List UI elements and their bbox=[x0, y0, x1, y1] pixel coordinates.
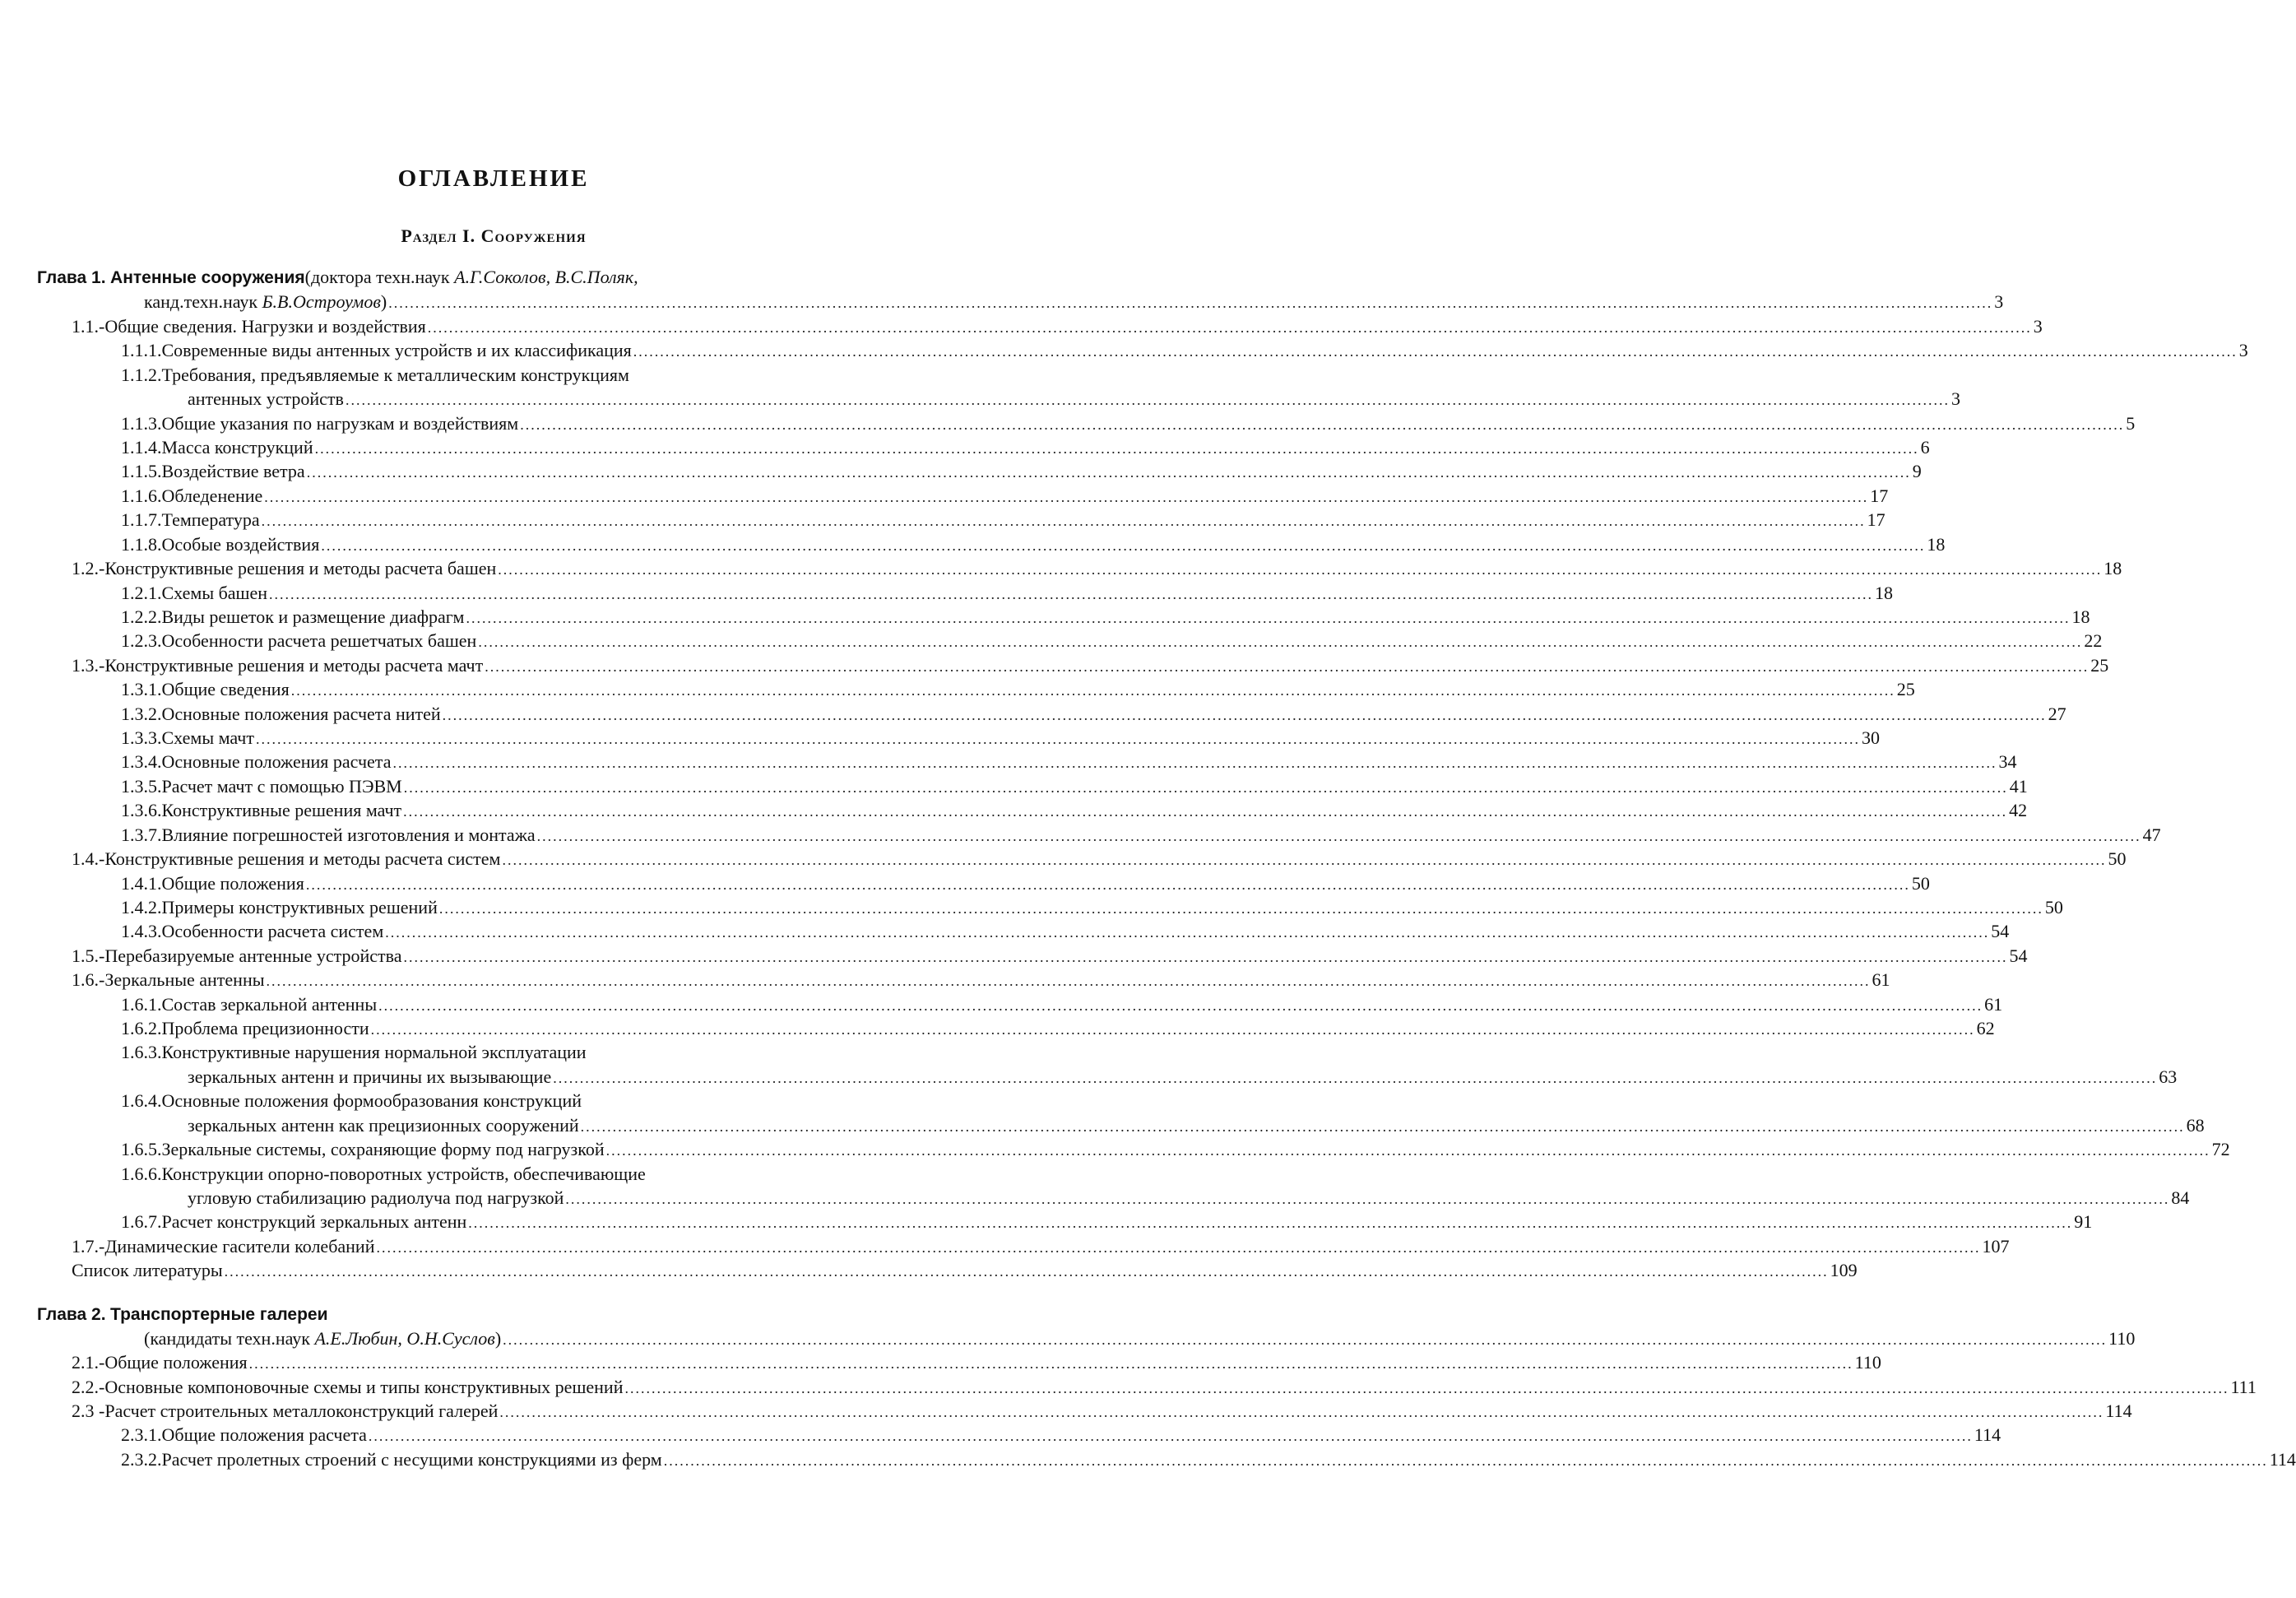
entry-number: 1.4.- bbox=[72, 848, 105, 869]
entry-number: 1.3.1. bbox=[121, 679, 162, 699]
page-number: 111 bbox=[2230, 1377, 2257, 1397]
page-number: 3 bbox=[1994, 291, 2004, 312]
dot-leader: ............................................................................................................................................................................................................................................................................................................ bbox=[321, 537, 1926, 554]
toc-entry[interactable] bbox=[72, 556, 2122, 581]
entry-number: 1.1.6. bbox=[121, 485, 162, 506]
authors-prefix: (кандидаты техн.наук bbox=[144, 1328, 315, 1349]
page-number: 61 bbox=[1984, 994, 2003, 1015]
page-number: 50 bbox=[1911, 873, 1930, 894]
entry-number: 1.2.1. bbox=[121, 583, 162, 603]
dot-leader: ............................................................................................................................................................................................................................................................................................................ bbox=[663, 1452, 2268, 1469]
toc-entry[interactable] bbox=[144, 290, 2004, 314]
entry-title: Перебазируемые антенные устройства bbox=[104, 945, 402, 966]
entry-title: Расчет пролетных строений с несущими конструкциями из ферм bbox=[161, 1449, 662, 1470]
page-number: 18 bbox=[1875, 583, 1894, 603]
page-number: 68 bbox=[2186, 1115, 2205, 1136]
dot-leader: ............................................................................................................................................................................................................................................................................................................ bbox=[255, 731, 1860, 747]
page-number: 27 bbox=[2048, 704, 2066, 724]
entry-title: Проблема прецизионности bbox=[161, 1018, 369, 1038]
page-number: 110 bbox=[1854, 1352, 1881, 1373]
entry-number: 1.1.- bbox=[72, 316, 105, 337]
page-number: 50 bbox=[2044, 897, 2063, 917]
toc-entry[interactable] bbox=[72, 1234, 2010, 1259]
page-number: 6 bbox=[1920, 437, 1930, 458]
dot-leader: ............................................................................................................................................................................................................................................................................................................ bbox=[633, 343, 2238, 360]
dot-leader: ............................................................................................................................................................................................................................................................................................................ bbox=[502, 852, 2107, 868]
toc-chapter-heading[interactable] bbox=[37, 1302, 958, 1326]
entry-number: 1.5.- bbox=[72, 945, 105, 966]
toc-entry[interactable] bbox=[121, 677, 1915, 702]
toc-entry[interactable] bbox=[121, 919, 2010, 944]
dot-leader: ............................................................................................................................................................................................................................................................................................................ bbox=[403, 803, 2008, 820]
dot-leader: ............................................................................................................................................................................................................................................................................................................ bbox=[388, 295, 1993, 311]
entry-title: Современные виды антенных устройств и их классификация bbox=[161, 340, 632, 360]
dot-leader: ............................................................................................................................................................................................................................................................................................................ bbox=[290, 682, 1895, 699]
page-number: 107 bbox=[1982, 1236, 2010, 1257]
toc-entry[interactable] bbox=[121, 411, 2136, 436]
entry-title: Конструктивные решения и методы расчета систем bbox=[104, 848, 501, 869]
entry-title: Виды решеток и размещение диафрагм bbox=[161, 606, 465, 627]
entry-title: Обледенение bbox=[161, 485, 263, 506]
dot-leader: ............................................................................................................................................................................................................................................................................................................ bbox=[580, 1118, 2185, 1135]
chapter-number: Глава 1. bbox=[37, 268, 106, 287]
toc-entry[interactable] bbox=[121, 798, 2028, 823]
dot-leader: ............................................................................................................................................................................................................................................................................................................ bbox=[345, 392, 1950, 408]
entry-number: 1.3.5. bbox=[121, 776, 162, 797]
toc-entry[interactable] bbox=[121, 1040, 958, 1065]
toc-entry[interactable] bbox=[121, 508, 1886, 532]
entry-number: 1.2.3. bbox=[121, 630, 162, 651]
dot-leader: ............................................................................................................................................................................................................................................................................................................ bbox=[553, 1070, 2158, 1086]
page-number: 42 bbox=[2009, 800, 2028, 820]
dot-leader: ............................................................................................................................................................................................................................................................................................................ bbox=[403, 949, 2008, 965]
page-number: 114 bbox=[2269, 1449, 2296, 1470]
authors-prefix: канд.техн.наук bbox=[144, 291, 262, 312]
toc-entry[interactable] bbox=[121, 895, 2063, 920]
toc-entry[interactable] bbox=[121, 1137, 2230, 1162]
toc-entry[interactable] bbox=[72, 1350, 1881, 1375]
entry-number: 1.1.7. bbox=[121, 509, 162, 530]
entry-number: 1.1.3. bbox=[121, 413, 162, 434]
entry-title: Конструкции опорно-поворотных устройств, обеспечивающие bbox=[161, 1164, 646, 1184]
page-number: 54 bbox=[1991, 921, 2010, 941]
authors-names: А.Г.Соколов, В.С.Поляк, bbox=[454, 267, 638, 287]
page-number: 17 bbox=[1867, 509, 1886, 530]
dot-leader: ............................................................................................................................................................................................................................................................................................................ bbox=[266, 973, 1871, 989]
entry-title: Особенности расчета систем bbox=[161, 921, 384, 941]
entry-title: Требования, предъявляемые к металлическим конструкциям bbox=[161, 365, 629, 385]
page-number: 50 bbox=[2108, 848, 2127, 869]
entry-title: угловую стабилизацию радиолуча под нагрузкой bbox=[188, 1187, 564, 1208]
dot-leader: ............................................................................................................................................................................................................................................................................................................ bbox=[248, 1355, 1853, 1372]
section-heading: Раздел I. Сооружения bbox=[401, 225, 587, 246]
dot-leader: ............................................................................................................................................................................................................................................................................................................ bbox=[269, 586, 1874, 602]
entry-number: 2.2.- bbox=[72, 1377, 105, 1397]
toc-entry[interactable] bbox=[121, 774, 2028, 799]
page-number: 30 bbox=[1861, 727, 1880, 748]
page-number: 63 bbox=[2159, 1066, 2178, 1087]
toc-entry[interactable] bbox=[121, 1210, 2093, 1234]
dot-leader: ............................................................................................................................................................................................................................................................................................................ bbox=[261, 513, 1866, 529]
toc-entry[interactable] bbox=[72, 1258, 1858, 1283]
entry-title: Конструктивные решения и методы расчета мачт bbox=[104, 655, 484, 676]
toc-entry[interactable] bbox=[121, 363, 958, 388]
entry-number: 1.2.2. bbox=[121, 606, 162, 627]
authors-names: А.Е.Любин, О.Н.Суслов bbox=[314, 1328, 495, 1349]
page-number: 54 bbox=[2009, 945, 2028, 966]
entry-number: 1.6.5. bbox=[121, 1139, 162, 1159]
toc-entry[interactable] bbox=[121, 1447, 2296, 1472]
entry-title: зеркальных антенн и причины их вызывающие bbox=[188, 1066, 552, 1087]
entry-number: 1.4.2. bbox=[121, 897, 162, 917]
dot-leader: ............................................................................................................................................................................................................................................................................................................ bbox=[503, 1331, 2108, 1348]
entry-number: 2.3 - bbox=[72, 1401, 105, 1421]
entry-title: Общие указания по нагрузкам и воздействиям bbox=[161, 413, 519, 434]
toc-entry[interactable] bbox=[121, 823, 2161, 848]
dot-leader: ............................................................................................................................................................................................................................................................................................................ bbox=[624, 1380, 2229, 1396]
page-number: 61 bbox=[1872, 969, 1890, 990]
page-number: 9 bbox=[1912, 461, 1922, 481]
entry-title: Состав зеркальной антенны bbox=[161, 994, 378, 1015]
entry-number: 2.3.1. bbox=[121, 1424, 162, 1445]
dot-leader: ............................................................................................................................................................................................................................................................................................................ bbox=[264, 489, 1869, 505]
entry-number: 1.3.3. bbox=[121, 727, 162, 748]
entry-title: Основные положения формообразования конструкций bbox=[161, 1090, 582, 1111]
dot-leader: ............................................................................................................................................................................................................................................................................................................ bbox=[306, 464, 1911, 481]
entry-number: 1.6.- bbox=[72, 969, 105, 990]
toc-entry[interactable] bbox=[121, 1016, 1995, 1041]
page-number: 3 bbox=[1950, 388, 1960, 409]
dot-leader: ............................................................................................................................................................................................................................................................................................................ bbox=[536, 828, 2141, 844]
entry-number: 1.6.3. bbox=[121, 1042, 162, 1062]
entry-title: Общие положения bbox=[104, 1352, 248, 1373]
page-number: 47 bbox=[2142, 825, 2161, 845]
toc-entry[interactable] bbox=[121, 338, 2248, 363]
authors-names: Б.В.Остроумов bbox=[262, 291, 381, 312]
entry-title: Примеры конструктивных решений bbox=[161, 897, 438, 917]
entry-title: Воздействие ветра bbox=[161, 461, 305, 481]
entry-title: Температура bbox=[161, 509, 260, 530]
authors-suffix: ) bbox=[380, 291, 387, 312]
dot-leader: ............................................................................................................................................................................................................................................................................................................ bbox=[498, 561, 2103, 578]
dot-leader: ............................................................................................................................................................................................................................................................................................................ bbox=[466, 610, 2071, 626]
toc-entry[interactable] bbox=[72, 1399, 2132, 1424]
dot-leader: ............................................................................................................................................................................................................................................................................................................ bbox=[485, 658, 2090, 675]
toc-entry[interactable] bbox=[121, 1089, 958, 1113]
dot-leader: ............................................................................................................................................................................................................................................................................................................ bbox=[376, 1239, 1981, 1256]
dot-leader: ............................................................................................................................................................................................................................................................................................................ bbox=[314, 440, 1919, 457]
page-number: 18 bbox=[2104, 558, 2122, 578]
toc-entry[interactable] bbox=[121, 702, 2066, 727]
dot-leader: ............................................................................................................................................................................................................................................................................................................ bbox=[468, 1215, 2073, 1231]
page-number: 91 bbox=[2074, 1211, 2093, 1232]
toc-entry[interactable] bbox=[121, 871, 1930, 896]
entry-number: 1.6.7. bbox=[121, 1211, 162, 1232]
toc-entry[interactable] bbox=[121, 581, 1894, 606]
entry-number: 1.3.2. bbox=[121, 704, 162, 724]
page-number: 84 bbox=[2171, 1187, 2190, 1208]
dot-leader: ............................................................................................................................................................................................................................................................................................................ bbox=[605, 1142, 2210, 1159]
authors-prefix: (доктора техн.наук bbox=[304, 267, 455, 287]
entry-title: Расчет конструкций зеркальных антенн bbox=[161, 1211, 467, 1232]
entry-number: 1.1.5. bbox=[121, 461, 162, 481]
page-number: 34 bbox=[1998, 751, 2017, 772]
dot-leader: ............................................................................................................................................................................................................................................................................................................ bbox=[427, 319, 2032, 336]
entry-number: 1.2.- bbox=[72, 558, 105, 578]
toc-entry[interactable] bbox=[188, 1065, 2178, 1089]
entry-number: 1.1.1. bbox=[121, 340, 162, 360]
toc-entry[interactable] bbox=[144, 1326, 2136, 1351]
dot-leader: ............................................................................................................................................................................................................................................................................................................ bbox=[442, 707, 2047, 723]
toc-chapter-heading[interactable] bbox=[37, 265, 958, 290]
page-number: 25 bbox=[2090, 655, 2109, 676]
toc-entry[interactable] bbox=[188, 1113, 2205, 1138]
dot-leader: ............................................................................................................................................................................................................................................................................................................ bbox=[305, 876, 1910, 893]
entry-title: Общие положения bbox=[161, 873, 304, 894]
entry-number: 1.7.- bbox=[72, 1236, 105, 1257]
dot-leader: ............................................................................................................................................................................................................................................................................................................ bbox=[392, 755, 1997, 771]
entry-number: 1.6.2. bbox=[121, 1018, 162, 1038]
entry-title: Расчет строительных металлоконструкций галерей bbox=[104, 1401, 499, 1421]
authors-line bbox=[144, 1326, 501, 1351]
entry-title: Конструктивные решения и методы расчета башен bbox=[104, 558, 497, 578]
toc-entry[interactable] bbox=[121, 750, 2017, 774]
dot-leader: ............................................................................................................................................................................................................................................................................................................ bbox=[378, 997, 1983, 1014]
toc-entry[interactable] bbox=[72, 944, 2028, 969]
page-number: 25 bbox=[1896, 679, 1915, 699]
page-title: ОГЛАВЛЕНИЕ bbox=[397, 165, 590, 192]
entry-title: Особые воздействия bbox=[161, 534, 320, 555]
entry-title: Масса конструкций bbox=[161, 437, 313, 458]
entry-title: Общие сведения. Нагрузки и воздействия bbox=[104, 316, 426, 337]
dot-leader: ............................................................................................................................................................................................................................................................................................................ bbox=[478, 634, 2083, 650]
page-number: 72 bbox=[2211, 1139, 2230, 1159]
entry-title: Основные компоновочные схемы и типы конструктивных решений bbox=[104, 1377, 624, 1397]
chapter-title: Транспортерные галереи bbox=[110, 1305, 328, 1324]
entry-number: 2.1.- bbox=[72, 1352, 105, 1373]
dot-leader: ............................................................................................................................................................................................................................................................................................................ bbox=[385, 924, 1990, 941]
entry-title: Схемы мачт bbox=[161, 727, 254, 748]
entry-title: Общие сведения bbox=[161, 679, 290, 699]
entry-number: 1.4.3. bbox=[121, 921, 162, 941]
toc-entry[interactable] bbox=[72, 1375, 2257, 1400]
entry-title: Схемы башен bbox=[161, 583, 268, 603]
entry-title: Конструктивные нарушения нормальной эксплуатации bbox=[161, 1042, 587, 1062]
entry-title: Особенности расчета решетчатых башен bbox=[161, 630, 477, 651]
toc-entry[interactable] bbox=[121, 629, 2103, 653]
entry-number: 1.4.1. bbox=[121, 873, 162, 894]
entry-number: 2.3.2. bbox=[121, 1449, 162, 1470]
toc-entry[interactable] bbox=[72, 653, 2109, 678]
page-number: 41 bbox=[2009, 776, 2028, 797]
toc-entry[interactable] bbox=[121, 459, 1922, 484]
page-number: 5 bbox=[2126, 413, 2136, 434]
page-number: 18 bbox=[2071, 606, 2090, 627]
page-number: 18 bbox=[1927, 534, 1946, 555]
entry-title: Динамические гасители колебаний bbox=[104, 1236, 375, 1257]
dot-leader: ............................................................................................................................................................................................................................................................................................................ bbox=[224, 1263, 1829, 1280]
entry-number: 1.1.2. bbox=[121, 365, 162, 385]
toc-entry[interactable] bbox=[188, 387, 1960, 411]
chapter-authors bbox=[305, 265, 638, 290]
toc-entry[interactable] bbox=[121, 726, 1880, 750]
dot-leader: ............................................................................................................................................................................................................................................................................................................ bbox=[499, 1404, 2104, 1420]
dot-leader: ............................................................................................................................................................................................................................................................................................................ bbox=[565, 1191, 2170, 1207]
entry-title: Основные положения расчета bbox=[161, 751, 392, 772]
chapter-number: Глава 2. bbox=[37, 1305, 106, 1324]
toc-entry[interactable] bbox=[121, 532, 1946, 557]
page-number: 114 bbox=[2105, 1401, 2132, 1421]
dot-leader: ............................................................................................................................................................................................................................................................................................................ bbox=[520, 416, 2125, 433]
entry-number: 1.3.7. bbox=[121, 825, 162, 845]
entry-number: 1.6.1. bbox=[121, 994, 162, 1015]
entry-title: Список литературы bbox=[72, 1260, 223, 1280]
entry-number: 1.3.- bbox=[72, 655, 105, 676]
page-number: 109 bbox=[1830, 1260, 1858, 1280]
toc-entry[interactable] bbox=[121, 1162, 958, 1187]
page-number: 3 bbox=[2238, 340, 2248, 360]
entry-title: зеркальных антенн как прецизионных сооружений bbox=[188, 1115, 579, 1136]
toc-entry[interactable] bbox=[72, 847, 2127, 871]
entry-number: 1.1.8. bbox=[121, 534, 162, 555]
page-number: 17 bbox=[1870, 485, 1889, 506]
page-number: 110 bbox=[2108, 1328, 2136, 1349]
toc-entry[interactable] bbox=[121, 605, 2090, 629]
page-number: 22 bbox=[2084, 630, 2103, 651]
entry-title: Основные положения расчета нитей bbox=[161, 704, 441, 724]
authors-line bbox=[144, 290, 387, 314]
entry-title: Зеркальные антенны bbox=[104, 969, 265, 990]
entry-title: Конструктивные решения мачт bbox=[161, 800, 402, 820]
dot-leader: ............................................................................................................................................................................................................................................................................................................ bbox=[403, 779, 2008, 796]
authors-suffix: ) bbox=[494, 1328, 502, 1349]
dot-leader: ............................................................................................................................................................................................................................................................................................................ bbox=[370, 1021, 1975, 1038]
entry-title: Расчет мачт с помощью ПЭВМ bbox=[161, 776, 402, 797]
toc-entry[interactable] bbox=[121, 484, 1889, 509]
page-number: 114 bbox=[1974, 1424, 2001, 1445]
entry-number: 1.3.4. bbox=[121, 751, 162, 772]
page-number: 62 bbox=[1976, 1018, 1995, 1038]
entry-number: 1.6.6. bbox=[121, 1164, 162, 1184]
dot-leader: ............................................................................................................................................................................................................................................................................................................ bbox=[368, 1428, 1973, 1444]
toc-entry[interactable] bbox=[121, 992, 2003, 1017]
entry-number: 1.6.4. bbox=[121, 1090, 162, 1111]
entry-number: 1.1.4. bbox=[121, 437, 162, 458]
entry-number: 1.3.6. bbox=[121, 800, 162, 820]
toc-entry[interactable] bbox=[72, 968, 1890, 992]
toc-entry[interactable] bbox=[188, 1186, 2190, 1210]
page-number: 3 bbox=[2033, 316, 2043, 337]
entry-title: Общие положения расчета bbox=[161, 1424, 367, 1445]
entry-title: антенных устройств bbox=[188, 388, 344, 409]
chapter-title: Антенные сооружения bbox=[110, 268, 305, 287]
entry-title: Зеркальные системы, сохраняющие форму под нагрузкой bbox=[161, 1139, 605, 1159]
toc-entry[interactable] bbox=[121, 1423, 2001, 1447]
toc-entry[interactable] bbox=[72, 314, 2043, 339]
entry-title: Влияние погрешностей изготовления и монтажа bbox=[161, 825, 536, 845]
toc-entry[interactable] bbox=[121, 435, 1930, 460]
dot-leader: ............................................................................................................................................................................................................................................................................................................ bbox=[438, 900, 2043, 917]
